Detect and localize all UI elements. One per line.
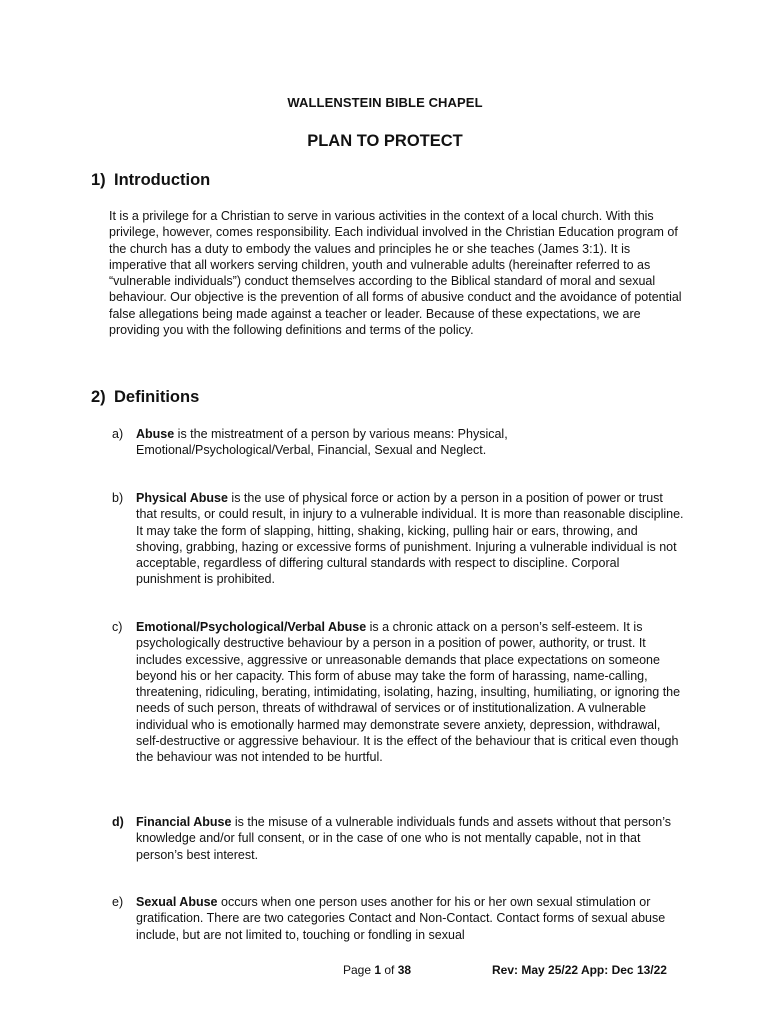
document-title: PLAN TO PROTECT bbox=[307, 132, 463, 150]
section-number: 1) bbox=[91, 171, 106, 189]
definition-letter: c) bbox=[112, 620, 123, 634]
definition-term: Physical Abuse bbox=[136, 491, 228, 505]
definition-text: is the use of physical force or action by a person in a position of power or trust that results, or could result, in injury to a vulnerable individual. It is more than reasonable discipline. It may take the form of slapping, hitting, shaking, kicking, pulling hair or ears, throwing, and shoving, grabbing, hazing or excessive forms of punishment. Injuring a vulnerable individual is not acceptable, regardless of differing cultural standards with respect to discipline. Corporal punishment is prohibited. bbox=[136, 491, 684, 587]
definition-letter: b) bbox=[112, 491, 124, 505]
definition-body bbox=[136, 490, 687, 588]
definition-letter: d) bbox=[112, 815, 124, 829]
definition-body bbox=[136, 619, 687, 766]
definition-letter: a) bbox=[112, 427, 124, 441]
definition-text: is the misuse of a vulnerable individuals funds and assets without that person’s knowledge and/or full consent, or in the case of one who is not mentally capable, not in that person’s best interest. bbox=[136, 815, 672, 862]
introduction-paragraph: It is a privilege for a Christian to serve in various activities in the context of a local church. With this privilege, however, comes responsibility. Each individual involved in the Christian Education program of the church has a duty to embody the values and principles he or she teaches (James 3:1). It is imperative that all workers serving children, youth and vulnerable adults (hereinafter referred to as “vulnerable individuals”) conduct themselves according to the Biblical standard of moral and sexual behaviour. Our objective is the prevention of all forms of abusive conduct and the avoidance of potential false allegations being made against a teacher or leader. Because of these expectations, we are providing you with the following definitions and terms of the policy. bbox=[109, 209, 682, 338]
definition-abuse bbox=[112, 426, 687, 459]
section-title: Introduction bbox=[114, 171, 211, 189]
section-heading-introduction bbox=[91, 171, 210, 190]
definition-text: is the mistreatment of a person by various means: Physical, Emotional/Psychological/Verbal, Financial, Sexual and Neglect. bbox=[136, 427, 508, 458]
definition-body bbox=[136, 814, 687, 863]
definition-text: is a chronic attack on a person’s self-esteem. It is psychologically destructive behaviour by a person in a position of power, authority, or trust. It includes excessive, aggressive or unreasonable demands that place expectations on someone beyond his or her capacity. This form of abuse may take the form of harassing, name-calling, threatening, ridiculing, berating, intimidating, isolating, hazing, insulting, humiliating, or ignoring the needs of such person, threats of withdrawal of services or of institutionalization. A vulnerable individual who is emotionally harmed may demonstrate severe anxiety, depression, withdrawal, self-destructive or aggressive behaviour. It is the effect of the behaviour that is critical even though the behaviour was not intended to be hurtful. bbox=[136, 620, 681, 765]
definition-sexual-abuse bbox=[112, 894, 687, 943]
definition-emotional-abuse bbox=[112, 619, 687, 766]
page-number bbox=[343, 963, 411, 977]
definition-term: Financial Abuse bbox=[136, 815, 232, 829]
page-of: of bbox=[381, 963, 398, 977]
definition-body bbox=[136, 426, 687, 459]
definition-term: Abuse bbox=[136, 427, 175, 441]
section-title: Definitions bbox=[114, 388, 200, 406]
organization-name: WALLENSTEIN BIBLE CHAPEL bbox=[287, 95, 483, 110]
page-total: 38 bbox=[397, 963, 412, 977]
page-current: 1 bbox=[374, 963, 382, 977]
definition-term: Emotional/Psychological/Verbal Abuse bbox=[136, 620, 367, 634]
definition-body bbox=[136, 894, 687, 943]
definition-financial-abuse bbox=[112, 814, 687, 863]
definition-letter: e) bbox=[112, 895, 124, 909]
page-label: Page bbox=[343, 963, 375, 977]
section-number: 2) bbox=[91, 388, 106, 406]
definition-text: occurs when one person uses another for his or her own sexual stimulation or gratification. There are two categories Contact and Non-Contact. Contact forms of sexual abuse include, but are not limited to, touching or fondling in sexual bbox=[136, 895, 666, 942]
section-heading-definitions bbox=[91, 388, 199, 407]
revision-info: Rev: May 25/22 App: Dec 13/22 bbox=[492, 963, 667, 977]
definition-term: Sexual Abuse bbox=[136, 895, 218, 909]
definition-physical-abuse bbox=[112, 490, 687, 588]
